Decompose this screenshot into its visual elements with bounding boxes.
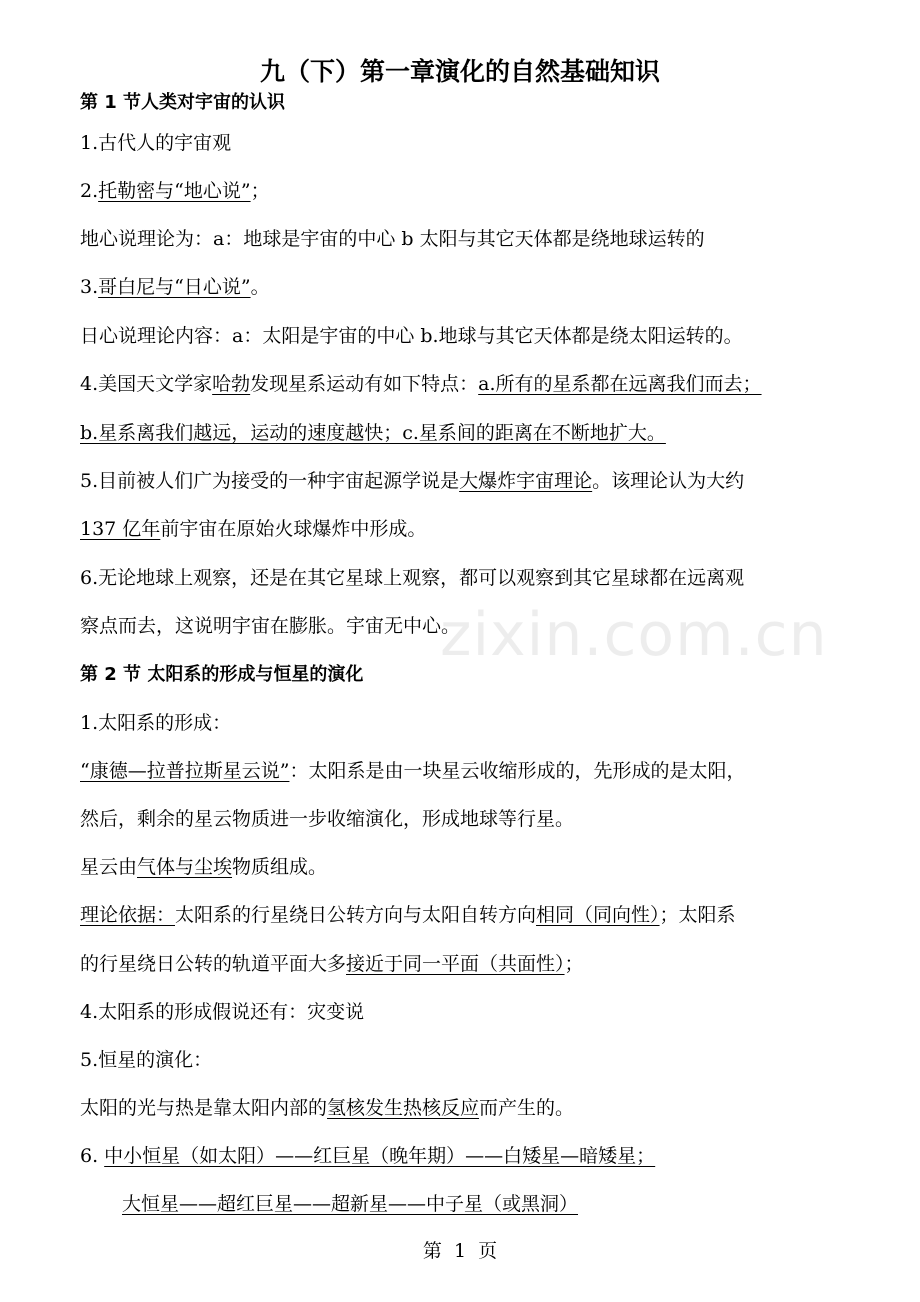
s1-line-2-suffix: ；	[250, 180, 270, 202]
s2-line-6-a: 的行星绕日公转的轨道平面大多	[80, 953, 347, 975]
s2-line-10-underlined: 中小恒星（如太阳）——红巨星（晚年期）——白矮星—暗矮星；	[104, 1145, 656, 1167]
s1-line-10: 6.无论地球上观察，还是在其它星球上观察，都可以观察到其它星球都在远离观	[80, 567, 745, 589]
s1-line-7-underlined: b.星系离我们越远，运动的速度越快；c.星系间的距离在不断地扩大。	[80, 422, 666, 444]
s1-line-4-suffix: 。	[250, 276, 270, 298]
s1-line-4-underlined: 哥白尼与“日心说”	[98, 276, 251, 298]
s2-line-2-b: ：太阳系是由一块星云收缩形成的，先形成的是太阳，	[289, 760, 746, 782]
s2-line-10-a: 6.	[80, 1145, 105, 1167]
watermark: zixin.com.cn	[440, 600, 828, 670]
s1-line-9	[80, 520, 426, 539]
s2-line-10	[80, 1147, 655, 1166]
s1-line-9-b: 前宇宙在原始火球爆炸中形成。	[160, 518, 427, 540]
s2-line-5-a: 太阳系的行星绕日公转方向与太阳自转方向	[175, 904, 537, 926]
s2-line-5-underlined-2: 相同（同向性）	[536, 904, 660, 926]
s2-line-6-b: ；	[564, 953, 584, 975]
s1-line-6-underlined-1: 哈勃	[212, 373, 251, 395]
s1-line-6-a: 4.美国天文学家	[80, 373, 213, 395]
s1-line-9-underlined: 137 亿年	[80, 518, 161, 540]
s2-line-5-underlined-1: 理论依据：	[80, 904, 176, 926]
s1-line-8-a: 5.目前被人们广为接受的一种宇宙起源学说是	[80, 470, 460, 492]
s1-line-7	[80, 424, 666, 443]
s2-line-9-b: 而产生的。	[479, 1097, 575, 1119]
s2-line-6-underlined: 接近于同一平面（共面性）	[346, 953, 565, 975]
s2-line-2	[80, 762, 745, 781]
s1-line-6-b: 发现星系运动有如下特点：	[250, 373, 479, 395]
s2-line-5-b: ；太阳系	[659, 904, 736, 926]
s1-line-8	[80, 472, 744, 491]
s2-line-4-underlined: 气体与尘埃	[137, 856, 233, 878]
s2-line-4-a: 星云由	[80, 856, 138, 878]
section-1-heading: 第 1 节人类对宇宙的认识	[80, 92, 286, 113]
s1-line-8-b: 。该理论认为大约	[592, 470, 745, 492]
s1-line-5: 日心说理论内容：a：太阳是宇宙的中心 b.地球与其它天体都是绕太阳运转的。	[80, 325, 743, 347]
s1-line-3: 地心说理论为：a：地球是宇宙的中心 b 太阳与其它天体都是绕地球运转的	[80, 228, 705, 250]
s1-line-6-underlined-2: a.所有的星系都在远离我们而去；	[478, 373, 762, 395]
s2-line-11	[122, 1195, 578, 1214]
s2-line-9-a: 太阳的光与热是靠太阳内部的	[80, 1097, 328, 1119]
s2-line-3: 然后，剩余的星云物质进一步收缩演化，形成地球等行星。	[80, 808, 575, 830]
s1-line-11: 察点而去，这说明宇宙在膨胀。宇宙无中心。	[80, 615, 461, 637]
s2-line-11-underlined: 大恒星——超红巨星——超新星——中子星（或黑洞）	[122, 1193, 579, 1215]
s2-line-4-b: 物质组成。	[232, 856, 328, 878]
s2-line-8: 5.恒星的演化：	[80, 1049, 213, 1071]
s1-line-2	[80, 182, 270, 201]
s1-line-4-prefix: 3.	[80, 276, 99, 298]
page-footer: 第 1 页	[422, 1240, 498, 1262]
section-2-heading: 第 2 节 太阳系的形成与恒星的演化	[80, 664, 364, 685]
s1-line-2-prefix: 2.	[80, 180, 99, 202]
s2-line-4	[80, 858, 327, 877]
s1-line-1: 1.古代人的宇宙观	[80, 132, 232, 154]
s1-line-4	[80, 278, 270, 297]
s2-line-7: 4.太阳系的形成假说还有：灾变说	[80, 1001, 365, 1023]
s2-line-6	[80, 955, 584, 974]
s2-line-9-underlined: 氢核发生热核反应	[327, 1097, 480, 1119]
s1-line-8-underlined: 大爆炸宇宙理论	[459, 470, 593, 492]
s2-line-1: 1.太阳系的形成：	[80, 712, 232, 734]
s2-line-5	[80, 906, 736, 925]
s2-line-9	[80, 1099, 574, 1118]
page-title: 九（下）第一章演化的自然基础知识	[259, 57, 660, 86]
s1-line-6	[80, 375, 762, 394]
s2-line-2-underlined: “康德—拉普拉斯星云说”	[80, 760, 290, 782]
s1-line-2-underlined: 托勒密与“地心说”	[98, 180, 251, 202]
